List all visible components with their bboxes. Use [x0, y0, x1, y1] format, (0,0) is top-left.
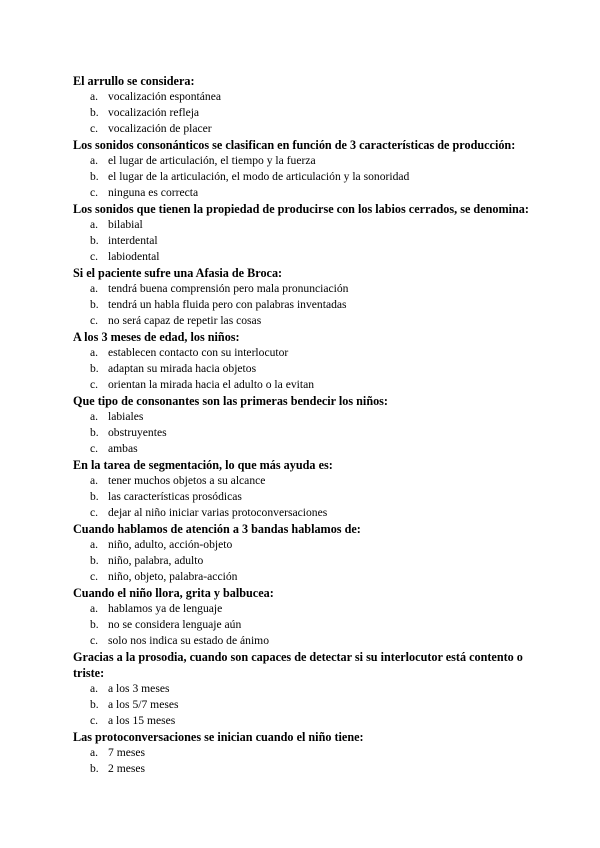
question-block [73, 137, 533, 201]
question-block [73, 329, 533, 393]
option-letter: b. [90, 170, 99, 183]
option-letter: a. [90, 746, 99, 759]
question-list [73, 73, 533, 777]
option-letter: a. [90, 538, 99, 551]
option-text: solo nos indica su estado de ánimo [108, 634, 269, 647]
option-text: niño, adulto, acción-objeto [108, 538, 233, 551]
option-letter: b. [90, 362, 99, 375]
option-text: interdental [108, 234, 158, 247]
answer-option [73, 697, 533, 713]
answer-option [73, 761, 533, 777]
answer-options [73, 537, 533, 585]
option-text: las características prosódicas [108, 490, 242, 503]
answer-option [73, 233, 533, 249]
answer-option [73, 169, 533, 185]
question-block [73, 729, 533, 777]
question-text: Que tipo de consonantes son las primeras bendecir los niños: [73, 394, 388, 408]
answer-option [73, 713, 533, 729]
question-block [73, 265, 533, 329]
option-text: labiales [108, 410, 144, 423]
answer-option [73, 377, 533, 393]
question-text: Gracias a la prosodia, cuando son capaces de detectar si su interlocutor está contento o triste: [73, 650, 523, 680]
answer-option [73, 681, 533, 697]
answer-options [73, 89, 533, 137]
answer-options [73, 409, 533, 457]
answer-option [73, 489, 533, 505]
answer-options [73, 217, 533, 265]
option-letter: c. [90, 186, 99, 199]
option-text: el lugar de articulación, el tiempo y la fuerza [108, 154, 316, 167]
option-text: a los 5/7 meses [108, 698, 179, 711]
answer-option [73, 281, 533, 297]
answer-option [73, 409, 533, 425]
answer-options [73, 681, 533, 729]
question-block [73, 457, 533, 521]
option-text: labiodental [108, 250, 160, 263]
question-text: Cuando el niño llora, grita y balbucea: [73, 586, 274, 600]
option-text: tendrá buena comprensión pero mala pronunciación [108, 282, 349, 295]
option-text: adaptan su mirada hacia objetos [108, 362, 257, 375]
answer-options [73, 281, 533, 329]
option-text: orientan la mirada hacia el adulto o la evitan [108, 378, 315, 391]
option-letter: c. [90, 122, 99, 135]
option-letter: c. [90, 250, 99, 263]
answer-option [73, 425, 533, 441]
question-text: Si el paciente sufre una Afasia de Broca: [73, 266, 283, 280]
option-text: ninguna es correcta [108, 186, 199, 199]
option-text: hablamos ya de lenguaje [108, 602, 223, 615]
option-letter: b. [90, 298, 99, 311]
question-block [73, 73, 533, 137]
option-letter: c. [90, 570, 99, 583]
answer-option [73, 505, 533, 521]
answer-option [73, 185, 533, 201]
answer-option [73, 569, 533, 585]
option-letter: b. [90, 762, 99, 775]
option-text: vocalización de placer [108, 122, 212, 135]
answer-options [73, 153, 533, 201]
option-text: obstruyentes [108, 426, 167, 439]
answer-options [73, 345, 533, 393]
option-text: niño, palabra, adulto [108, 554, 204, 567]
option-text: no se considera lenguaje aún [108, 618, 242, 631]
question-block [73, 521, 533, 585]
option-letter: a. [90, 282, 99, 295]
option-letter: c. [90, 634, 99, 647]
option-letter: c. [90, 506, 99, 519]
question-text: Cuando hablamos de atención a 3 bandas hablamos de: [73, 522, 361, 536]
option-text: establecen contacto con su interlocutor [108, 346, 289, 359]
question-block [73, 585, 533, 649]
option-text: ambas [108, 442, 138, 455]
answer-option [73, 537, 533, 553]
option-text: niño, objeto, palabra-acción [108, 570, 238, 583]
question-text: Los sonidos consonánticos se clasifican en función de 3 características de producción: [73, 138, 516, 152]
option-letter: a. [90, 154, 99, 167]
option-text: vocalización espontánea [108, 90, 221, 103]
option-text: a los 3 meses [108, 682, 170, 695]
option-text: bilabial [108, 218, 143, 231]
answer-option [73, 313, 533, 329]
answer-option [73, 153, 533, 169]
answer-option [73, 601, 533, 617]
option-letter: b. [90, 106, 99, 119]
option-text: el lugar de la articulación, el modo de articulación y la sonoridad [108, 170, 410, 183]
answer-options [73, 601, 533, 649]
question-block [73, 649, 533, 729]
answer-option [73, 105, 533, 121]
answer-option [73, 121, 533, 137]
answer-option [73, 553, 533, 569]
question-text: En la tarea de segmentación, lo que más ayuda es: [73, 458, 333, 472]
question-text: Los sonidos que tienen la propiedad de producirse con los labios cerrados, se denomina: [73, 202, 529, 216]
option-letter: c. [90, 314, 99, 327]
question-block [73, 201, 533, 265]
option-text: no será capaz de repetir las cosas [108, 314, 262, 327]
option-letter: a. [90, 346, 99, 359]
option-text: tendrá un habla fluida pero con palabras inventadas [108, 298, 347, 311]
answer-option [73, 217, 533, 233]
option-text: vocalización refleja [108, 106, 200, 119]
option-text: tener muchos objetos a su alcance [108, 474, 266, 487]
option-text: 2 meses [108, 762, 146, 775]
option-text: a los 15 meses [108, 714, 176, 727]
option-letter: a. [90, 602, 99, 615]
option-letter: a. [90, 90, 99, 103]
option-letter: c. [90, 442, 99, 455]
document-page [73, 73, 533, 777]
answer-option [73, 745, 533, 761]
option-letter: b. [90, 490, 99, 503]
question-text: A los 3 meses de edad, los niños: [73, 330, 240, 344]
answer-options [73, 473, 533, 521]
answer-option [73, 633, 533, 649]
option-letter: a. [90, 410, 99, 423]
answer-option [73, 249, 533, 265]
option-letter: b. [90, 618, 99, 631]
answer-option [73, 297, 533, 313]
option-letter: b. [90, 234, 99, 247]
question-text: El arrullo se considera: [73, 74, 195, 88]
option-letter: b. [90, 698, 99, 711]
answer-option [73, 361, 533, 377]
answer-option [73, 617, 533, 633]
option-letter: a. [90, 218, 99, 231]
answer-options [73, 745, 533, 777]
option-text: dejar al niño iniciar varias protoconversaciones [108, 506, 328, 519]
question-text: Las protoconversaciones se inician cuando el niño tiene: [73, 730, 364, 744]
answer-option [73, 473, 533, 489]
question-block [73, 393, 533, 457]
option-text: 7 meses [108, 746, 146, 759]
option-letter: c. [90, 714, 99, 727]
option-letter: b. [90, 554, 99, 567]
option-letter: b. [90, 426, 99, 439]
answer-option [73, 345, 533, 361]
option-letter: a. [90, 474, 99, 487]
option-letter: a. [90, 682, 99, 695]
answer-option [73, 89, 533, 105]
answer-option [73, 441, 533, 457]
option-letter: c. [90, 378, 99, 391]
